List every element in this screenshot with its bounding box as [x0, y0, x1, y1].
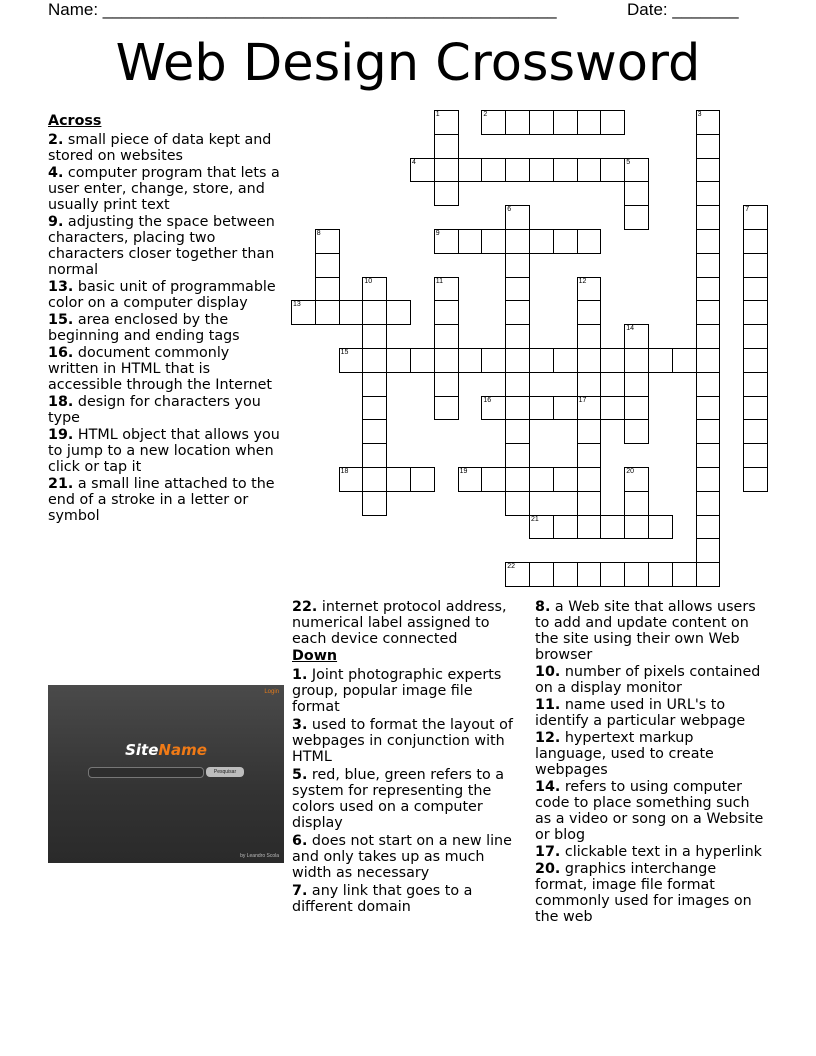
page-title: Web Design Crossword	[115, 34, 701, 93]
clue-number: 1.	[292, 667, 308, 683]
grid-cell[interactable]	[600, 515, 625, 540]
down-clue-8	[535, 599, 765, 663]
grid-cell[interactable]	[624, 562, 649, 587]
cell-number: 19	[459, 468, 468, 475]
grid-cell[interactable]	[577, 467, 602, 492]
across-clue-9	[48, 214, 280, 278]
site-logo	[48, 741, 284, 759]
grid-cell[interactable]	[648, 515, 673, 540]
grid-cell[interactable]	[696, 419, 721, 444]
grid-cell[interactable]	[481, 396, 506, 421]
grid-cell[interactable]	[339, 348, 364, 373]
grid-cell[interactable]	[505, 562, 530, 587]
grid-cell[interactable]	[577, 396, 602, 421]
grid-cell[interactable]	[577, 419, 602, 444]
grid-cell[interactable]	[624, 396, 649, 421]
grid-cell[interactable]	[553, 467, 578, 492]
logo-part-name: Name	[158, 741, 207, 759]
grid-cell[interactable]	[577, 443, 602, 468]
grid-cell[interactable]	[481, 348, 506, 373]
clue-number: 22.	[292, 599, 318, 615]
grid-cell[interactable]	[600, 158, 625, 183]
grid-cell[interactable]	[743, 443, 768, 468]
grid-cell[interactable]	[434, 229, 459, 254]
grid-cell[interactable]	[743, 396, 768, 421]
grid-cell[interactable]	[648, 562, 673, 587]
clue-number: 5.	[292, 767, 308, 783]
grid-cell[interactable]	[529, 467, 554, 492]
grid-cell[interactable]	[743, 277, 768, 302]
clue-number: 19.	[48, 427, 74, 443]
cell-number: 8	[316, 230, 321, 237]
grid-cell[interactable]	[362, 348, 387, 373]
cell-number: 17	[578, 396, 587, 404]
clue-text: area enclosed by the beginning and ending tags	[48, 312, 240, 344]
grid-cell[interactable]	[743, 229, 768, 254]
grid-cell[interactable]	[696, 229, 721, 254]
grid-cell[interactable]	[505, 396, 530, 421]
grid-cell[interactable]	[434, 110, 459, 135]
grid-cell[interactable]	[577, 110, 602, 135]
grid-cell[interactable]	[315, 253, 340, 278]
grid-cell[interactable]	[600, 110, 625, 135]
clue-text: name used in URL's to identify a particular webpage	[535, 697, 746, 729]
grid-cell[interactable]	[553, 348, 578, 373]
grid-cell[interactable]	[577, 491, 602, 516]
grid-cell[interactable]	[743, 372, 768, 397]
down-clue-20	[535, 861, 765, 925]
grid-cell[interactable]	[672, 348, 697, 373]
grid-cell[interactable]	[505, 229, 530, 254]
grid-cell[interactable]	[505, 372, 530, 397]
name-line: Name: ________________________________________________	[48, 0, 557, 19]
grid-cell[interactable]	[481, 110, 506, 135]
cell-number: 11	[435, 277, 444, 285]
clue-number: 6.	[292, 833, 308, 849]
across-clue-4	[48, 165, 280, 213]
grid-cell[interactable]	[362, 396, 387, 421]
grid-cell[interactable]	[577, 372, 602, 397]
cell-number: 9	[435, 230, 440, 237]
clue-text: refers to using computer code to place something such as a video or song on a Website or blog	[535, 779, 764, 843]
date-line: Date: _______	[627, 0, 739, 19]
cell-number: 14	[626, 325, 634, 333]
grid-cell[interactable]	[743, 467, 768, 492]
cell-number: 10	[364, 277, 373, 285]
grid-cell[interactable]	[434, 324, 459, 349]
grid-cell[interactable]	[339, 467, 364, 492]
grid-cell[interactable]	[553, 229, 578, 254]
grid-cell[interactable]	[362, 300, 387, 325]
cell-number: 2	[483, 111, 488, 118]
grid-cell[interactable]	[553, 515, 578, 540]
cell-number: 13	[293, 301, 301, 309]
grid-cell[interactable]	[434, 396, 459, 421]
grid-cell[interactable]	[505, 491, 530, 516]
grid-cell[interactable]	[696, 396, 721, 421]
grid-cell[interactable]	[743, 205, 768, 230]
grid-cell[interactable]	[577, 515, 602, 540]
grid-cell[interactable]	[696, 300, 721, 325]
grid-cell[interactable]	[458, 348, 483, 373]
cell-number: 4	[412, 158, 416, 166]
grid-cell[interactable]	[481, 158, 506, 183]
search-input	[88, 767, 204, 778]
across-clue-19	[48, 427, 280, 475]
grid-cell[interactable]	[505, 467, 530, 492]
grid-cell[interactable]	[505, 324, 530, 349]
grid-cell[interactable]	[410, 348, 435, 373]
grid-cell[interactable]	[315, 300, 340, 325]
cell-number: 6	[507, 206, 512, 214]
grid-cell[interactable]	[624, 348, 649, 373]
grid-cell[interactable]	[743, 253, 768, 278]
grid-cell[interactable]	[696, 372, 721, 397]
grid-cell[interactable]	[362, 324, 387, 349]
cell-number: 5	[626, 158, 631, 166]
clue-text: red, blue, green refers to a system for representing the colors used on a computer display	[292, 767, 505, 831]
grid-cell[interactable]	[505, 253, 530, 278]
grid-cell[interactable]	[529, 562, 554, 587]
grid-cell[interactable]	[696, 443, 721, 468]
grid-cell[interactable]	[434, 181, 459, 206]
across-clue-13	[48, 279, 280, 311]
clue-text: basic unit of programmable color on a computer display	[48, 279, 276, 311]
grid-cell[interactable]	[339, 300, 364, 325]
clue-number: 14.	[535, 779, 561, 795]
down-clue-11	[535, 697, 765, 729]
clue-number: 7.	[292, 883, 308, 899]
grid-cell[interactable]	[696, 467, 721, 492]
down-clue-14	[535, 779, 765, 843]
grid-cell[interactable]	[434, 300, 459, 325]
grid-cell[interactable]	[696, 324, 721, 349]
clue-column-middle	[292, 599, 520, 917]
grid-cell[interactable]	[362, 277, 387, 302]
grid-cell[interactable]	[624, 158, 649, 183]
clue-text: Joint photographic experts group, popular image file format	[292, 667, 502, 715]
grid-cell[interactable]	[362, 372, 387, 397]
grid-cell[interactable]	[743, 348, 768, 373]
grid-cell[interactable]	[458, 467, 483, 492]
across-clue-16	[48, 345, 280, 393]
cell-number: 12	[578, 277, 587, 285]
grid-cell[interactable]	[624, 372, 649, 397]
cell-number: 1	[435, 111, 440, 118]
grid-cell[interactable]	[577, 562, 602, 587]
grid-cell[interactable]	[386, 300, 411, 325]
grid-cell[interactable]	[696, 205, 721, 230]
clue-number: 20.	[535, 861, 561, 877]
clue-text: number of pixels contained on a display monitor	[535, 664, 761, 696]
down-heading: Down	[292, 648, 338, 664]
grid-cell[interactable]	[624, 491, 649, 516]
grid-cell[interactable]	[434, 348, 459, 373]
cell-number: 16	[483, 396, 492, 404]
clue-number: 10.	[535, 664, 561, 680]
grid-cell[interactable]	[577, 277, 602, 302]
grid-cell[interactable]	[624, 205, 649, 230]
grid-cell[interactable]	[505, 443, 530, 468]
grid-cell[interactable]	[600, 396, 625, 421]
grid-cell[interactable]	[362, 491, 387, 516]
grid-cell[interactable]	[696, 253, 721, 278]
across-clue-2	[48, 132, 280, 164]
clue-text: clickable text in a hyperlink	[560, 844, 762, 860]
grid-cell[interactable]	[505, 300, 530, 325]
grid-cell[interactable]	[624, 419, 649, 444]
grid-cell[interactable]	[696, 277, 721, 302]
grid-cell[interactable]	[577, 158, 602, 183]
byline: by Leandro Scola	[240, 853, 279, 859]
grid-cell[interactable]	[505, 419, 530, 444]
grid-cell[interactable]	[624, 467, 649, 492]
clue-number: 21.	[48, 476, 74, 492]
grid-cell[interactable]	[505, 110, 530, 135]
grid-cell[interactable]	[600, 562, 625, 587]
grid-cell[interactable]	[362, 467, 387, 492]
grid-cell[interactable]	[696, 134, 721, 159]
clue-number: 17.	[535, 844, 561, 860]
down-clue-6	[292, 833, 520, 881]
grid-cell[interactable]	[529, 229, 554, 254]
clue-number: 4.	[48, 165, 64, 181]
clue-text: computer program that lets a user enter, change, store, and usually print text	[48, 165, 280, 213]
cell-number: 20	[626, 468, 634, 475]
grid-cell[interactable]	[291, 300, 316, 325]
grid-cell[interactable]	[529, 348, 554, 373]
grid-cell[interactable]	[315, 229, 340, 254]
website-thumbnail-image	[48, 685, 284, 863]
grid-cell[interactable]	[696, 538, 721, 563]
clue-number: 9.	[48, 214, 64, 230]
clue-text: a small line attached to the end of a stroke in a letter or symbol	[48, 476, 275, 524]
grid-cell[interactable]	[696, 158, 721, 183]
clue-text: internet protocol address, numerical label assigned to each device connected	[292, 599, 507, 647]
clue-text: design for characters you type	[48, 394, 261, 426]
grid-cell[interactable]	[696, 110, 721, 135]
down-clue-12	[535, 730, 765, 778]
clue-text: HTML object that allows you to jump to a new location when click or tap it	[48, 427, 280, 475]
grid-cell[interactable]	[648, 348, 673, 373]
grid-cell[interactable]	[696, 562, 721, 587]
cell-number: 15	[340, 349, 349, 356]
grid-cell[interactable]	[743, 324, 768, 349]
grid-cell[interactable]	[410, 467, 435, 492]
clue-text: document commonly written in HTML that is accessible through the Internet	[48, 345, 273, 393]
grid-cell[interactable]	[743, 419, 768, 444]
clue-number: 13.	[48, 279, 74, 295]
grid-cell[interactable]	[458, 229, 483, 254]
clue-text: hypertext markup language, used to create webpages	[535, 730, 714, 778]
grid-cell[interactable]	[696, 181, 721, 206]
clue-number: 16.	[48, 345, 74, 361]
clue-text: a Web site that allows users to add and update content on the site using their own Web browser	[535, 599, 756, 663]
grid-cell[interactable]	[481, 229, 506, 254]
grid-cell[interactable]	[600, 348, 625, 373]
grid-cell[interactable]	[434, 372, 459, 397]
down-clue-3	[292, 717, 520, 765]
grid-cell[interactable]	[577, 300, 602, 325]
cell-number: 22	[507, 563, 515, 571]
clue-text: small piece of data kept and stored on websites	[48, 132, 272, 164]
grid-cell[interactable]	[505, 348, 530, 373]
grid-cell[interactable]	[529, 396, 554, 421]
grid-cell[interactable]	[529, 158, 554, 183]
grid-cell[interactable]	[553, 158, 578, 183]
search-button: Pesquisar	[206, 767, 244, 777]
grid-cell[interactable]	[577, 324, 602, 349]
grid-cell[interactable]	[672, 562, 697, 587]
across-clue-22	[292, 599, 520, 647]
grid-cell[interactable]	[386, 467, 411, 492]
down-clue-17	[535, 844, 765, 860]
clue-number: 2.	[48, 132, 64, 148]
grid-cell[interactable]	[577, 229, 602, 254]
clue-text: does not start on a new line and only takes up as much width as necessary	[292, 833, 512, 881]
grid-cell[interactable]	[529, 110, 554, 135]
grid-cell[interactable]	[553, 396, 578, 421]
grid-cell[interactable]	[434, 158, 459, 183]
grid-cell[interactable]	[743, 300, 768, 325]
across-clue-15	[48, 312, 280, 344]
grid-cell[interactable]	[315, 277, 340, 302]
cell-number: 18	[340, 468, 349, 475]
grid-cell[interactable]	[505, 158, 530, 183]
grid-cell[interactable]	[696, 515, 721, 540]
grid-cell[interactable]	[529, 515, 554, 540]
across-clue-21	[48, 476, 280, 524]
across-clue-18	[48, 394, 280, 426]
grid-cell[interactable]	[624, 181, 649, 206]
clue-text: any link that goes to a different domain	[292, 883, 473, 915]
down-clue-1	[292, 667, 520, 715]
clue-number: 3.	[292, 717, 308, 733]
across-heading: Across	[48, 113, 102, 129]
cell-number: 3	[697, 111, 702, 118]
grid-cell[interactable]	[505, 205, 530, 230]
cell-number: 21	[531, 515, 539, 523]
clue-text: graphics interchange format, image file format commonly used for images on the web	[535, 861, 752, 925]
login-link: Login	[264, 689, 279, 695]
across-clues	[48, 113, 280, 525]
down-clue-10	[535, 664, 765, 696]
clue-number: 8.	[535, 599, 551, 615]
cell-number: 7	[745, 206, 750, 214]
grid-cell[interactable]	[624, 324, 649, 349]
clue-number: 18.	[48, 394, 74, 410]
clue-number: 15.	[48, 312, 74, 328]
clue-column-right	[535, 599, 765, 926]
grid-cell[interactable]	[458, 158, 483, 183]
grid-cell[interactable]	[696, 491, 721, 516]
logo-part-site: Site	[125, 741, 159, 759]
down-clue-5	[292, 767, 520, 831]
clue-text: adjusting the space between characters, placing two characters closer together than normal	[48, 214, 275, 278]
grid-cell[interactable]	[624, 515, 649, 540]
grid-cell[interactable]	[362, 443, 387, 468]
grid-cell[interactable]	[553, 562, 578, 587]
down-clue-7	[292, 883, 520, 915]
clue-text: used to format the layout of webpages in conjunction with HTML	[292, 717, 513, 765]
grid-cell[interactable]	[362, 419, 387, 444]
clue-number: 12.	[535, 730, 561, 746]
grid-cell[interactable]	[386, 348, 411, 373]
grid-cell[interactable]	[553, 110, 578, 135]
grid-cell[interactable]	[696, 348, 721, 373]
clue-number: 11.	[535, 697, 561, 713]
grid-cell[interactable]	[434, 277, 459, 302]
grid-cell[interactable]	[505, 277, 530, 302]
grid-cell[interactable]	[410, 158, 435, 183]
grid-cell[interactable]	[434, 134, 459, 159]
grid-cell[interactable]	[481, 467, 506, 492]
grid-cell[interactable]	[577, 348, 602, 373]
